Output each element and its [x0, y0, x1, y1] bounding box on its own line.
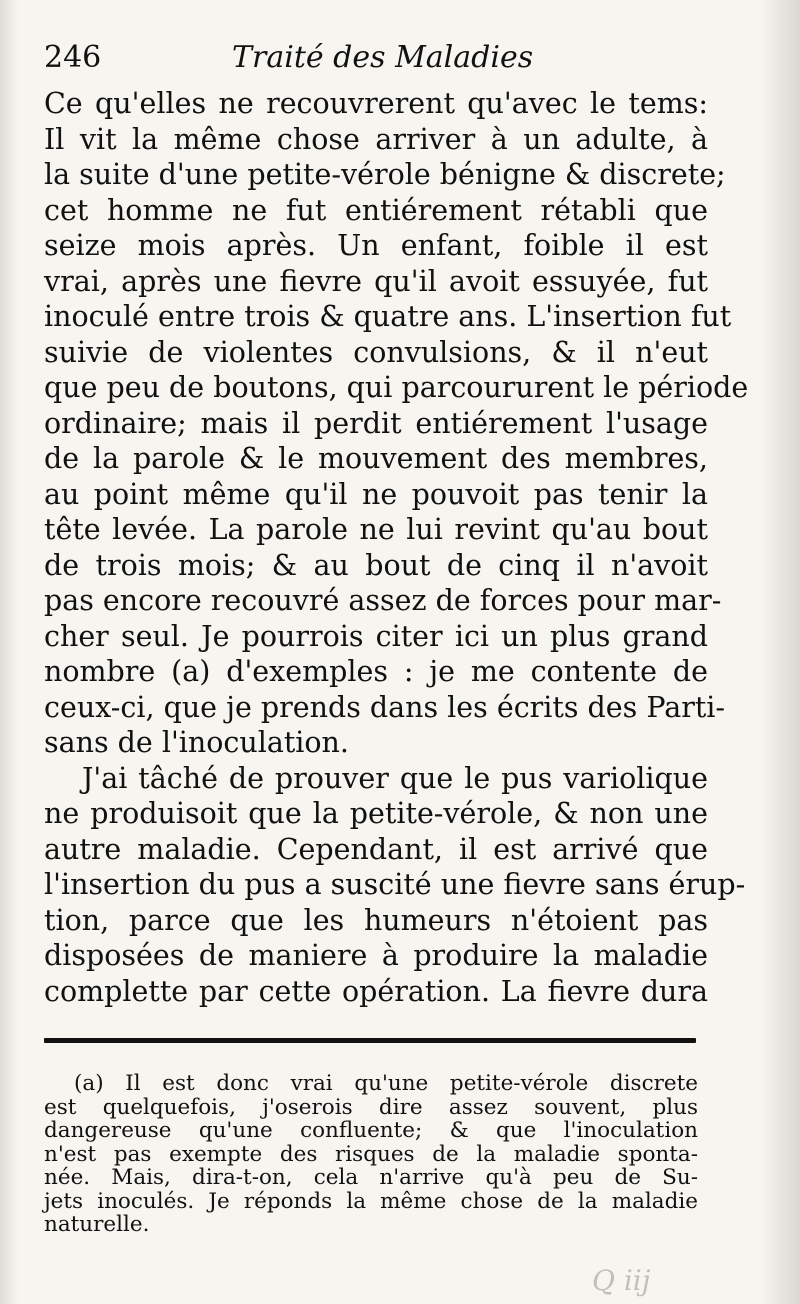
text-line: la suite d'une petite-vérole bénigne & discrete;: [44, 158, 726, 191]
text-line: l'insertion du pus a suscité une fievre sans érup-: [44, 868, 746, 901]
text-line: Il vit la même chose arriver à un adulte, à: [44, 122, 708, 156]
footnote-separator-rule: [44, 1038, 696, 1043]
running-title: Traité des Maladies: [232, 40, 534, 75]
text-line: tête levée. La parole ne lui revint qu'au bout: [44, 513, 708, 546]
footnote-line: née. Mais, dira-t-on, cela n'arrive qu'à peu de Su-: [44, 1165, 698, 1190]
footnote-line: dangereuse qu'une confluente; & que l'inoculation: [44, 1118, 698, 1143]
text-line: de la parole & le mouvement des membres,: [44, 442, 708, 475]
footnote-line: (a) Il est donc vrai qu'une petite-vérole discrete: [74, 1071, 698, 1096]
footnote-line: est quelquefois, j'oserois dire assez souvent, plus: [44, 1094, 698, 1120]
text-line: inoculé entre trois & quatre ans. L'insertion fut: [44, 300, 732, 333]
text-line: Ce qu'elles ne recouvrerent qu'avec le tems:: [44, 87, 708, 120]
text-line: que peu de boutons, qui parcoururent le période: [44, 371, 749, 404]
text-line: cet homme ne fut entiérement rétabli que: [44, 193, 708, 227]
text-line: autre maladie. Cependant, il est arrivé que: [44, 832, 708, 866]
text-line: nombre (a) d'exemples : je me contente de: [44, 655, 708, 688]
text-line: suivie de violentes convulsions, & il n'eut: [44, 335, 708, 369]
footnote-line: jets inoculés. Je réponds la même chose de la maladie: [44, 1188, 698, 1214]
text-line: ne produisoit que la petite-vérole, & non une: [44, 797, 708, 830]
text-line: complette par cette opération. La fievre dura: [44, 974, 708, 1008]
text-line: cher seul. Je pourrois citer ici un plus grand: [44, 619, 708, 653]
main-text: [44, 86, 749, 1009]
footnote-line: n'est pas exempte des risques de la maladie sponta-: [44, 1141, 698, 1167]
text-line: ceux-ci, que je prends dans les écrits des Parti-: [44, 690, 726, 724]
text-line: pas encore recouvré assez de forces pour mar-: [44, 584, 722, 617]
text-line: tion, parce que les humeurs n'étoient pas: [44, 903, 708, 937]
text-line: ordinaire; mais il perdit entiérement l'usage: [44, 406, 708, 440]
page-header: [44, 38, 764, 78]
text-line: au point même qu'il ne pouvoit pas tenir la: [44, 477, 708, 511]
signature-mark: Q iij: [592, 1264, 651, 1297]
text-line: disposées de maniere à produire la maladie: [44, 939, 708, 972]
text-line: seize mois après. Un enfant, foible il est: [44, 229, 708, 262]
text-line: J'ai tâché de prouver que le pus variolique: [82, 761, 708, 795]
text-line: vrai, après une fievre qu'il avoit essuyée, fut: [44, 264, 708, 298]
text-line: de trois mois; & au bout de cinq il n'avoit: [44, 548, 708, 582]
footnote-line: naturelle.: [44, 1212, 150, 1237]
text-line: sans de l'inoculation.: [44, 726, 349, 759]
page-number: 246: [44, 40, 102, 75]
footnote: [44, 1072, 698, 1237]
